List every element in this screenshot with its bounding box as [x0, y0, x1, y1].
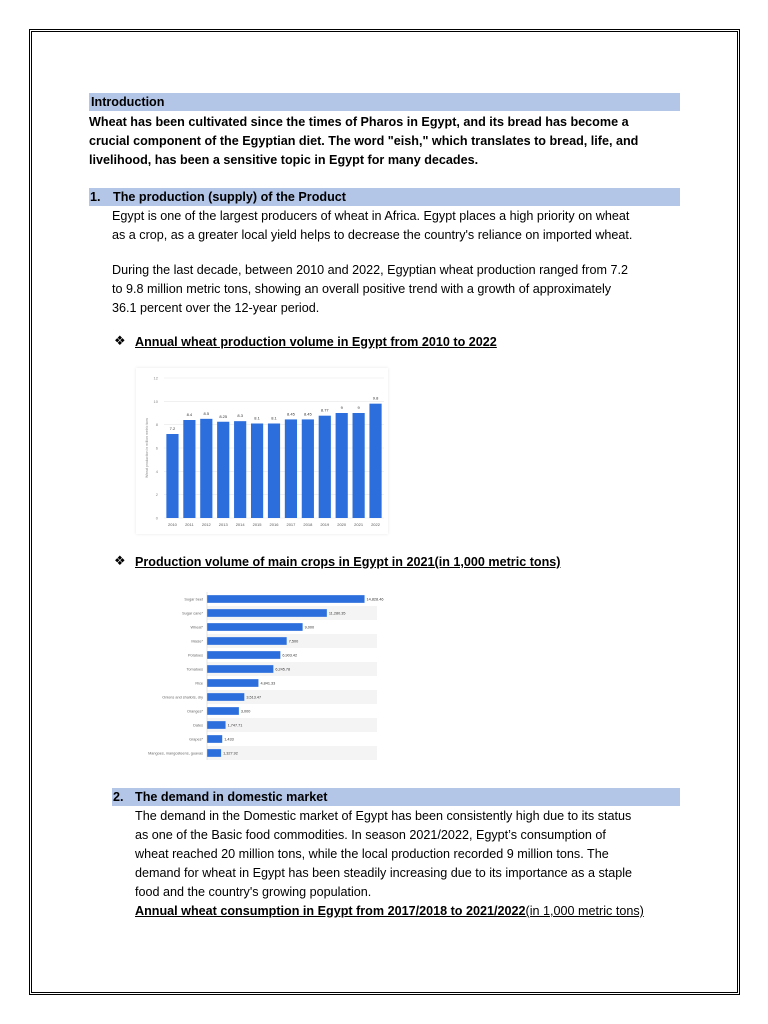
- y-axis-label: Wheat production in million metric tons: [145, 417, 149, 479]
- main-crops-chart-svg: [141, 588, 384, 764]
- bar: [234, 421, 246, 518]
- wheat-production-chart-svg: [136, 368, 388, 534]
- bar-value-label: 9: [357, 405, 360, 410]
- bar-value-label: 14,828.46: [366, 597, 384, 602]
- intro-heading-highlight: [89, 93, 680, 111]
- paragraph-line: to 9.8 million metric tons, showing an overall positive trend with a growth of approximately: [112, 282, 612, 296]
- bar-value-label: 8.4: [186, 412, 193, 417]
- bar-value-label: 8.45: [303, 411, 312, 417]
- intro-line: Wheat has been cultivated since the times of Pharos in Egypt, and its bread has become a: [89, 115, 629, 129]
- bar: [207, 651, 280, 659]
- paragraph-line: The demand in the Domestic market of Egypt has been consistently high due to its status: [135, 809, 632, 823]
- category-label: Sugar beet: [184, 597, 203, 602]
- y-tick-label: 4: [155, 468, 158, 474]
- bar-value-label: 8.3: [237, 413, 243, 419]
- bar-value-label: 11,280.35: [328, 611, 346, 616]
- x-tick-label: 2011: [185, 522, 194, 527]
- bar-value-label: 1,747.71: [227, 723, 243, 728]
- x-tick-label: 2020: [337, 522, 347, 527]
- x-tick-label: 2022: [371, 522, 380, 527]
- bar-value-label: 6,903.42: [282, 653, 298, 658]
- x-tick-label: 2010: [168, 522, 177, 527]
- paragraph-line: wheat reached 20 million tons, while the local production recorded 9 million tons. The: [135, 847, 609, 861]
- bar: [319, 416, 331, 518]
- y-tick-label: 8: [155, 422, 158, 428]
- section2-heading: The demand in domestic market: [135, 790, 328, 804]
- bar-value-label: 8.1: [271, 415, 277, 421]
- category-label: Oranges*: [186, 709, 203, 714]
- chart1-caption: Annual wheat production volume in Egypt from 2010 to 2022: [135, 335, 497, 349]
- paragraph-line: During the last decade, between 2010 and 2022, Egyptian wheat production ranged from 7.2: [112, 263, 628, 277]
- x-tick-label: 2012: [201, 522, 211, 527]
- bar-value-label: 7.2: [169, 426, 176, 431]
- category-label: Sugar cane*: [182, 611, 203, 616]
- x-tick-label: 2016: [269, 522, 279, 527]
- bar: [302, 419, 314, 518]
- y-tick-label: 6: [155, 445, 158, 451]
- bar-value-label: 8.77: [320, 407, 329, 413]
- category-label: Wheat*: [190, 625, 203, 630]
- category-label: Mangoes, mangosteens, guavas: [148, 751, 203, 756]
- bar: [207, 735, 222, 743]
- bar-value-label: 7,500: [288, 639, 299, 644]
- bar: [285, 419, 297, 518]
- bar: [207, 749, 221, 757]
- bar: [207, 609, 327, 617]
- category-label: Rice: [195, 681, 203, 686]
- bar-value-label: 8.25: [219, 413, 228, 419]
- bar: [251, 424, 263, 519]
- bar: [166, 434, 178, 518]
- bar-value-label: 1,433: [224, 737, 234, 742]
- x-tick-label: 2013: [218, 522, 228, 527]
- bar: [207, 623, 303, 631]
- paragraph-line: demand for wheat in Egypt has been steadily increasing due to its importance as a staple: [135, 866, 633, 880]
- paragraph-line: as one of the Basic food commodities. In season 2021/2022, Egypt’s consumption of: [135, 828, 606, 842]
- x-tick-label: 2021: [354, 522, 364, 527]
- diamond-bullet-icon: ❖: [114, 333, 126, 348]
- x-tick-label: 2014: [235, 522, 245, 527]
- y-tick-label: 0: [155, 515, 158, 521]
- intro-heading: Introduction: [91, 95, 165, 109]
- bar-value-label: 4,841.33: [260, 681, 276, 686]
- bar: [336, 413, 348, 518]
- y-tick-label: 10: [153, 398, 158, 404]
- section2-paragraph: [135, 807, 680, 902]
- consumption-caption-main: Annual wheat consumption in Egypt from 2017/2018 to 2021/2022: [135, 904, 526, 918]
- diamond-bullet-icon: ❖: [114, 553, 126, 568]
- bar: [200, 419, 212, 518]
- bar: [268, 424, 280, 519]
- bar: [183, 420, 195, 518]
- section1-paragraph-2: [112, 261, 682, 318]
- bar: [369, 404, 381, 518]
- bar-value-label: 9: [340, 405, 343, 410]
- consumption-caption-unit: (in 1,000 metric tons): [525, 904, 644, 918]
- category-label: Maize*: [191, 639, 203, 644]
- paragraph-line: Egypt is one of the largest producers of wheat in Africa. Egypt places a high priority on wheat: [112, 209, 630, 223]
- x-tick-label: 2017: [286, 522, 296, 527]
- section1-paragraph-1: [112, 207, 682, 245]
- y-tick-label: 2: [155, 492, 158, 498]
- bar: [353, 413, 365, 518]
- category-label: Dates: [193, 723, 203, 728]
- category-label: Grapes*: [189, 737, 203, 742]
- paragraph-line: food and the country's growing population.: [135, 885, 372, 899]
- bar-value-label: 8.1: [254, 415, 260, 421]
- x-tick-label: 2015: [252, 522, 262, 527]
- chart2-caption: Production volume of main crops in Egypt in 2021(in 1,000 metric tons): [135, 555, 561, 569]
- bar: [207, 721, 226, 729]
- section1-number: 1.: [90, 190, 101, 204]
- category-label: Tomatoes: [186, 667, 203, 672]
- bar-value-label: 9.8: [372, 395, 379, 401]
- bar: [207, 665, 273, 673]
- wheat-production-chart: [136, 368, 388, 534]
- section1-heading: The production (supply) of the Product: [113, 190, 346, 204]
- bar: [217, 422, 229, 518]
- bar: [207, 679, 258, 687]
- bar-value-label: 3,513.47: [246, 695, 262, 700]
- y-tick-label: 12: [153, 375, 158, 381]
- category-label: Onions and shallots, dry: [162, 695, 203, 700]
- x-tick-label: 2018: [303, 522, 313, 527]
- paragraph-line: as a crop, as a greater local yield helps to decrease the country's reliance on imported wheat.: [112, 228, 633, 242]
- bar: [207, 637, 287, 645]
- bar-value-label: 6,245.78: [275, 667, 291, 672]
- consumption-caption: [135, 902, 695, 921]
- bar: [207, 595, 365, 603]
- section2-number: 2.: [113, 790, 124, 804]
- intro-line: livelihood, has been a sensitive topic in Egypt for many decades.: [89, 153, 479, 167]
- main-crops-chart: [141, 588, 384, 764]
- bar: [207, 693, 244, 701]
- x-tick-label: 2019: [320, 522, 330, 527]
- paragraph-line: 36.1 percent over the 12-year period.: [112, 301, 320, 315]
- bar-value-label: 8.5: [203, 410, 210, 416]
- bar-value-label: 1,327.92: [223, 751, 238, 756]
- bar-value-label: 3,000: [240, 709, 251, 714]
- bar-value-label: 8.45: [287, 411, 295, 417]
- intro-paragraph: [89, 113, 689, 170]
- bar-value-label: 9,000: [304, 625, 315, 630]
- bar: [207, 707, 239, 715]
- category-label: Potatoes: [188, 653, 203, 658]
- intro-line: crucial component of the Egyptian diet. The word "eish," which translates to bread, life, and: [89, 134, 639, 148]
